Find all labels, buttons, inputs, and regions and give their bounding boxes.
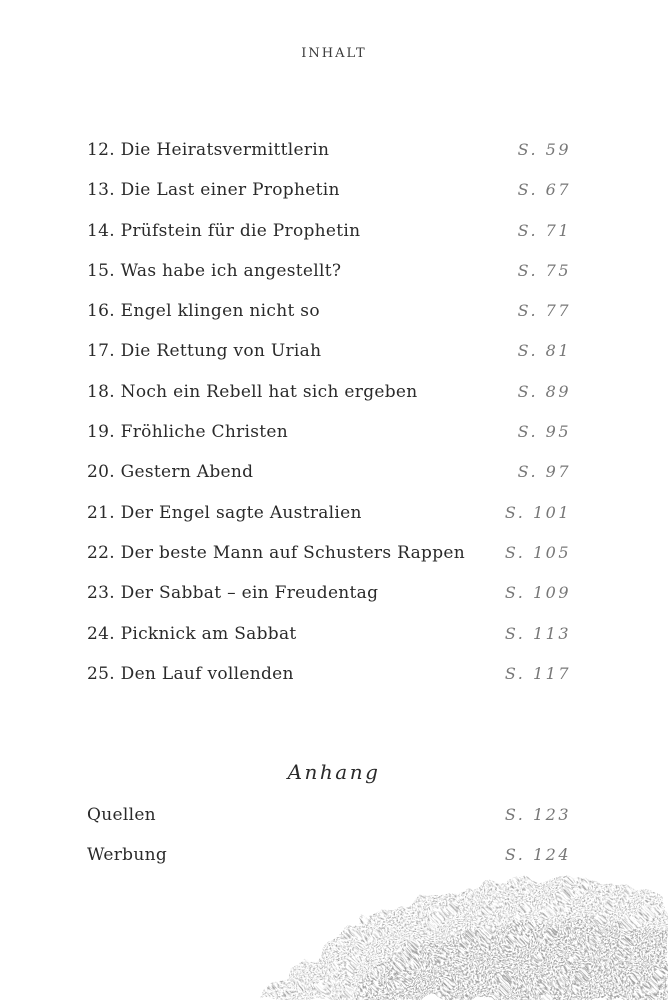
toc-entry-title: 20. Gestern Abend [87, 462, 254, 483]
toc-entry-title: 24. Picknick am Sabbat [87, 623, 297, 644]
toc-entry-page: S. 117 [504, 663, 571, 683]
toc-entry [87, 261, 571, 301]
toc-entry-title: 17. Die Rettung von Uriah [87, 341, 322, 362]
toc-entry-title: 18. Noch ein Rebell hat sich ergeben [87, 381, 418, 402]
toc-entry-page: S. 95 [517, 422, 571, 442]
toc-entry-page: S. 109 [504, 583, 571, 603]
toc-entry-page: S. 113 [504, 623, 571, 643]
ink-stain-icon [0, 860, 668, 1000]
appendix-entry-page: S. 123 [504, 805, 571, 824]
toc-entry-page: S. 71 [517, 220, 571, 240]
toc-entry-title: 14. Prüfstein für die Prophetin [87, 220, 361, 241]
toc-entry-page: S. 77 [517, 301, 571, 321]
table-of-contents [87, 140, 571, 704]
toc-entry [87, 180, 571, 220]
toc-entry-title: 25. Den Lauf vollenden [87, 663, 294, 684]
toc-entry-page: S. 105 [504, 542, 571, 562]
toc-entry-page: S. 67 [517, 180, 571, 200]
toc-entry [87, 583, 571, 623]
toc-entry-title: 19. Fröhliche Christen [87, 422, 289, 443]
toc-entry [87, 422, 571, 462]
appendix-heading: Anhang [287, 760, 381, 784]
toc-entry [87, 221, 571, 261]
toc-entry-title: 13. Die Last einer Prophetin [87, 180, 340, 201]
toc-entry [87, 624, 571, 664]
toc-entry [87, 341, 571, 381]
toc-entry-title: 22. Der beste Mann auf Schusters Rappen [87, 542, 465, 563]
toc-entry-page: S. 81 [517, 341, 571, 361]
toc-entry-title: 21. Der Engel sagte Australien [87, 502, 362, 523]
toc-entry-title: 23. Der Sabbat – ein Freudentag [87, 583, 379, 604]
toc-entry [87, 301, 571, 341]
toc-entry [87, 140, 571, 180]
toc-entry-page: S. 97 [517, 462, 571, 482]
toc-entry-title: 12. Die Heiratsvermittlerin [87, 140, 330, 160]
appendix-entry-page: S. 124 [504, 845, 571, 865]
toc-entry [87, 664, 571, 704]
toc-entry-page: S. 75 [517, 260, 571, 280]
toc-entry-page: S. 89 [517, 381, 571, 401]
toc-entry [87, 543, 571, 583]
toc-entry-page: S. 59 [517, 140, 571, 159]
toc-entry-title: 16. Engel klingen nicht so [87, 301, 320, 322]
toc-entry-title: 15. Was habe ich angestellt? [87, 260, 342, 281]
appendix-entry-title: Werbung [87, 845, 168, 866]
toc-entry [87, 503, 571, 543]
page-header: INHALT [301, 46, 367, 61]
appendix-entry [87, 805, 571, 845]
appendix-entry-title: Quellen [87, 805, 156, 825]
toc-entry-page: S. 101 [504, 502, 571, 522]
toc-entry [87, 462, 571, 502]
toc-entry [87, 382, 571, 422]
